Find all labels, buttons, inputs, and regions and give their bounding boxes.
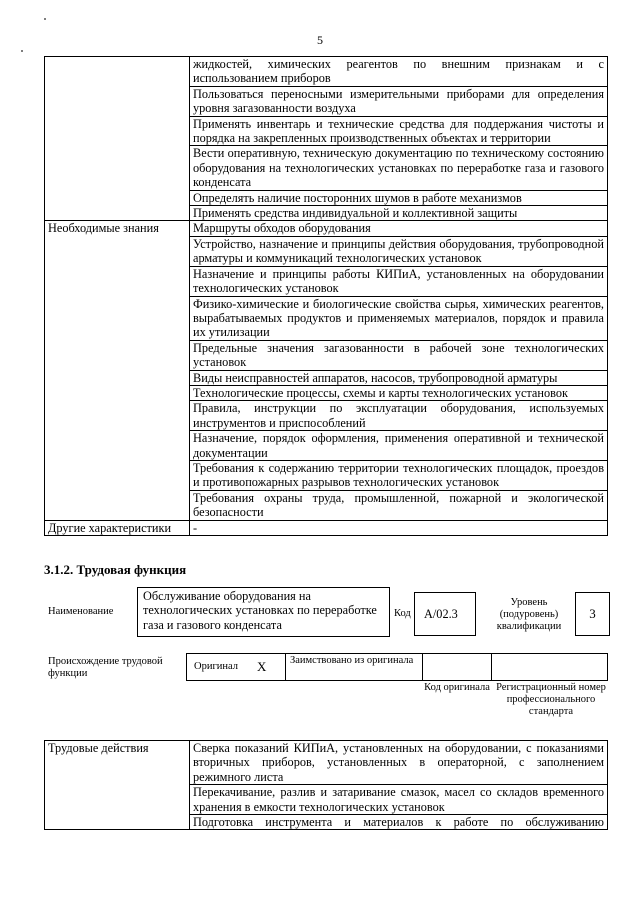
table-cell: Определять наличие посторонних шумов в работе механизмов [190, 190, 608, 205]
scan-speck [44, 18, 46, 20]
table-cell: Вести оперативную, техническую документацию по техническому состоянию оборудования на технологических установках по переработке газа и газового конденсата [190, 146, 608, 190]
skills-label-cell [45, 57, 190, 221]
table-cell: Сверка показаний КИПиА, установленных на оборудовании, с показаниями вторичных приборов, установленных в операторной, с заполнением режимного листа [190, 741, 608, 785]
original-label: Оригинал [194, 661, 238, 672]
original-cell [186, 653, 286, 681]
table-cell: Маршруты обходов оборудования [190, 221, 608, 236]
code-original-label: Код оригинала [424, 682, 490, 693]
table-cell: Назначение, порядок оформления, применения оперативной и технической документации [190, 431, 608, 461]
name-label: Наименование [48, 606, 114, 617]
actions-table [44, 740, 608, 830]
table-cell: жидкостей, химических реагентов по внешним признакам и с использованием приборов [190, 57, 608, 87]
other-label: Другие характеристики [45, 520, 190, 535]
table-cell: Применять инвентарь и технические средства для поддержания чистоты и порядка на закрепленных производственных объектах и территории [190, 116, 608, 146]
table-row [45, 57, 608, 87]
code-value-box: А/02.3 [414, 592, 476, 636]
reg-number-box [491, 653, 608, 681]
table-cell: Правила, инструкции по эксплуатации оборудования, используемых инструментов и приспособлений [190, 401, 608, 431]
table-cell: Подготовка инструмента и материалов к работе по обслуживанию [190, 815, 608, 830]
code-original-box [422, 653, 492, 681]
table-cell: Применять средства индивидуальной и коллективной защиты [190, 206, 608, 221]
table-cell: Устройство, назначение и принципы действия оборудования, трубопроводной арматуры и коммуникаций технологических установок [190, 236, 608, 266]
level-value-box: 3 [575, 592, 610, 636]
knowledge-table [44, 56, 608, 536]
original-mark: X [257, 659, 267, 674]
level-label: Уровень (подуровень) квалификации [496, 597, 562, 632]
table-cell: Технологические процессы, схемы и карты технологических установок [190, 385, 608, 400]
table-cell: Пользоваться переносными измерительными приборами для определения уровня загазованности воздуха [190, 86, 608, 116]
table-cell: Перекачивание, разлив и затаривание смазок, масел со складов временного хранения в емкости технологических установок [190, 785, 608, 815]
reg-number-label: Регистрационный номер профессионального стандарта [496, 682, 606, 717]
table-cell: Требования охраны труда, промышленной, пожарной и экологической безопасности [190, 490, 608, 520]
scan-speck [21, 50, 23, 52]
function-name-box: Обслуживание оборудования на технологических установках по переработке газа и газового конденсата [137, 587, 390, 637]
table-cell: Предельные значения загазованности в рабочей зоне технологических установок [190, 340, 608, 370]
code-label: Код [394, 608, 411, 619]
borrowed-cell: Заимствовано из оригинала [285, 653, 423, 681]
table-cell: Требования к содержанию территории технологических площадок, проездов и противопожарных разрывов технологических установок [190, 460, 608, 490]
other-value: - [190, 520, 608, 535]
page-number: 5 [317, 33, 323, 47]
table-row [45, 221, 608, 236]
table-row [45, 741, 608, 785]
table-cell: Виды неисправностей аппаратов, насосов, трубопроводной арматуры [190, 370, 608, 385]
table-cell: Назначение и принципы работы КИПиА, установленных на оборудовании технологических установок [190, 266, 608, 296]
table-row [45, 520, 608, 535]
knowledge-label: Необходимые знания [45, 221, 190, 520]
origin-label: Происхождение трудовой функции [48, 656, 163, 679]
table-cell: Физико-химические и биологические свойства сырья, химических реагентов, вырабатываемых продуктов и применяемых материалов, порядок и правила их утилизации [190, 296, 608, 340]
section-title: 3.1.2. Трудовая функция [44, 562, 187, 577]
actions-label: Трудовые действия [45, 741, 190, 830]
